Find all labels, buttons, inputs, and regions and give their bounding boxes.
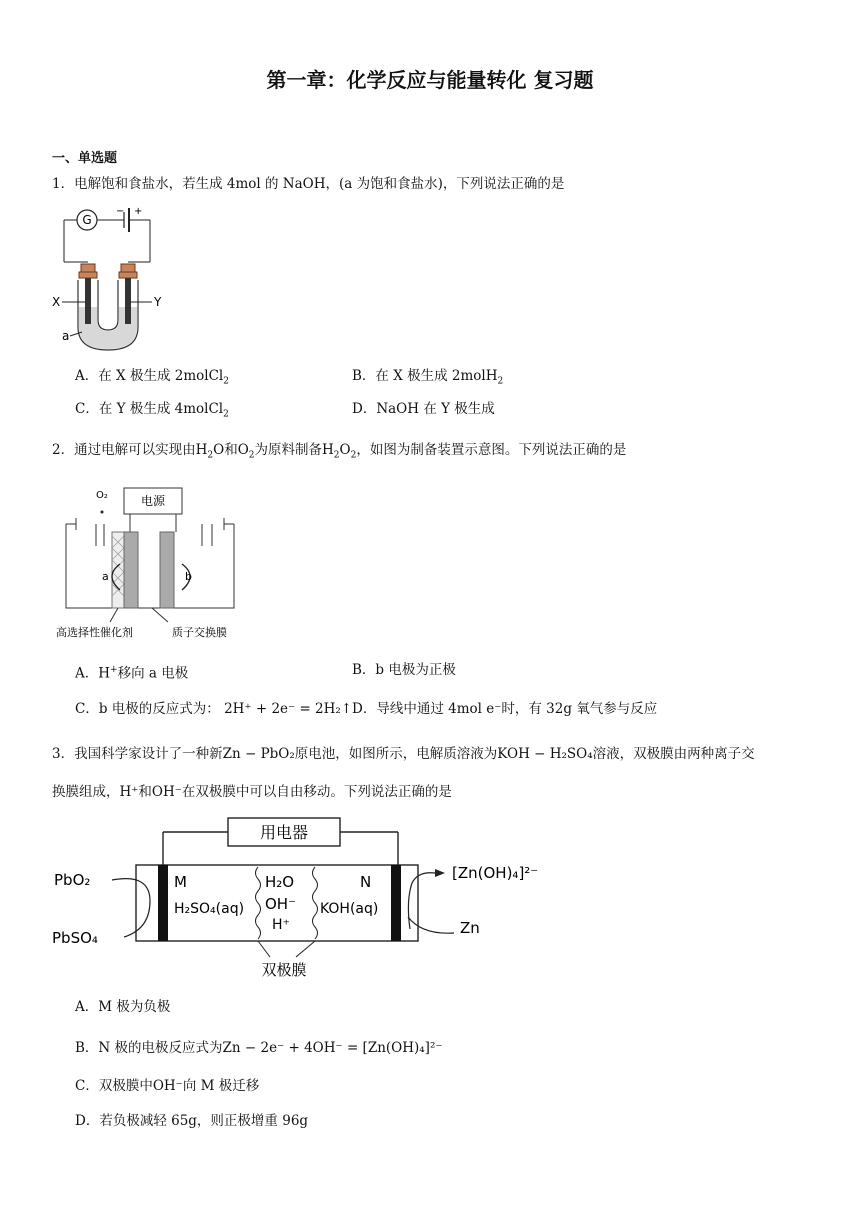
h2o-label: H₂O bbox=[265, 873, 295, 891]
zn-pbo2-battery-figure bbox=[50, 815, 550, 985]
electrode-x-label: X bbox=[52, 295, 61, 309]
question-2-stem: 2．通过电解可以实现由$H_2O$和$O_2$为原料制备$H_2O_2$，如图为制备装置示意图。下列说法正确的是 bbox=[52, 442, 627, 461]
pbso4-label: PbSO₄ bbox=[52, 929, 98, 947]
q2-option-c[interactable]: C．b 电极的反应式为： 2H⁺ + 2e⁻ = 2H₂↑ bbox=[75, 701, 353, 717]
q2-option-b[interactable]: B．b 电极为正极 bbox=[352, 662, 456, 678]
q1-option-a[interactable]: A．在 X 极生成 2molCl$_2$ bbox=[75, 368, 229, 387]
page-title: 第一章：化学反应与能量转化 复习题 bbox=[266, 68, 594, 92]
appliance-label: 用电器 bbox=[259, 823, 309, 842]
section-heading: 一、单选题 bbox=[52, 151, 118, 166]
q2-option-d[interactable]: D．导线中通过 4mol e⁻时，有 32g 氧气参与反应 bbox=[352, 701, 658, 717]
q1-option-b[interactable]: B．在 X 极生成 2molH$_2$ bbox=[352, 368, 504, 387]
bipolar-membrane-label: 双极膜 bbox=[261, 961, 307, 979]
q3-option-a[interactable]: A．M 极为负极 bbox=[75, 999, 171, 1015]
o2-label: O₂ bbox=[96, 490, 108, 501]
electrolysis-u-tube-figure bbox=[52, 202, 162, 354]
minus-sign: − bbox=[116, 206, 125, 217]
zincate-label: [Zn(OH)₄]²⁻ bbox=[452, 864, 539, 882]
oh-ion-label: OH⁻ bbox=[265, 895, 297, 913]
membrane-label: 质子交换膜 bbox=[172, 626, 227, 639]
q3-option-c[interactable]: C．双极膜中OH⁻向 M 极迁移 bbox=[75, 1078, 260, 1094]
h-ion-label: H⁺ bbox=[272, 917, 290, 933]
h2o2-electrolysis-figure bbox=[52, 484, 252, 644]
pbo2-label: PbO₂ bbox=[54, 871, 91, 889]
h2so4-label: H₂SO₄(aq) bbox=[174, 901, 245, 917]
plus-sign: + bbox=[134, 206, 143, 217]
q2-option-a[interactable]: A．H+移向 a 电极 bbox=[75, 665, 189, 682]
zn-label: Zn bbox=[460, 919, 480, 937]
electrode-b-label: b bbox=[185, 570, 192, 583]
galvanometer-label: G bbox=[82, 213, 92, 227]
q3-option-b[interactable]: B．N 极的电极反应式为Zn − 2e⁻ + 4OH⁻ = [Zn(OH)₄]²⁻ bbox=[75, 1040, 443, 1056]
electrode-m-label: M bbox=[174, 873, 187, 891]
electrode-a-label: a bbox=[102, 570, 109, 583]
power-supply-label: 电源 bbox=[140, 494, 166, 508]
q1-option-c[interactable]: C．在 Y 极生成 4molCl$_2$ bbox=[75, 401, 229, 420]
question-1-stem: 1．电解饱和食盐水，若生成 4mol 的 NaOH，(a 为饱和食盐水)，下列说法正确的是 bbox=[52, 176, 565, 192]
electrode-n-label: N bbox=[360, 873, 372, 891]
question-3-stem-line1: 3．我国科学家设计了一种新Zn − PbO₂原电池，如图所示，电解质溶液为KOH − H₂SO₄溶液，双极膜由两种离子交 bbox=[52, 746, 755, 762]
koh-label: KOH(aq) bbox=[320, 901, 379, 917]
q1-option-d[interactable]: D．NaOH 在 Y 极生成 bbox=[352, 401, 495, 417]
solution-a-label: a bbox=[62, 329, 70, 343]
question-3-stem-line2: 换膜组成，H⁺和OH⁻在双极膜中可以自由移动。下列说法正确的是 bbox=[52, 784, 452, 800]
catalyst-label: 高选择性催化剂 bbox=[56, 626, 133, 639]
electrode-y-label: Y bbox=[154, 295, 162, 309]
q3-option-d[interactable]: D．若负极减轻 65g，则正极增重 96g bbox=[75, 1113, 309, 1129]
